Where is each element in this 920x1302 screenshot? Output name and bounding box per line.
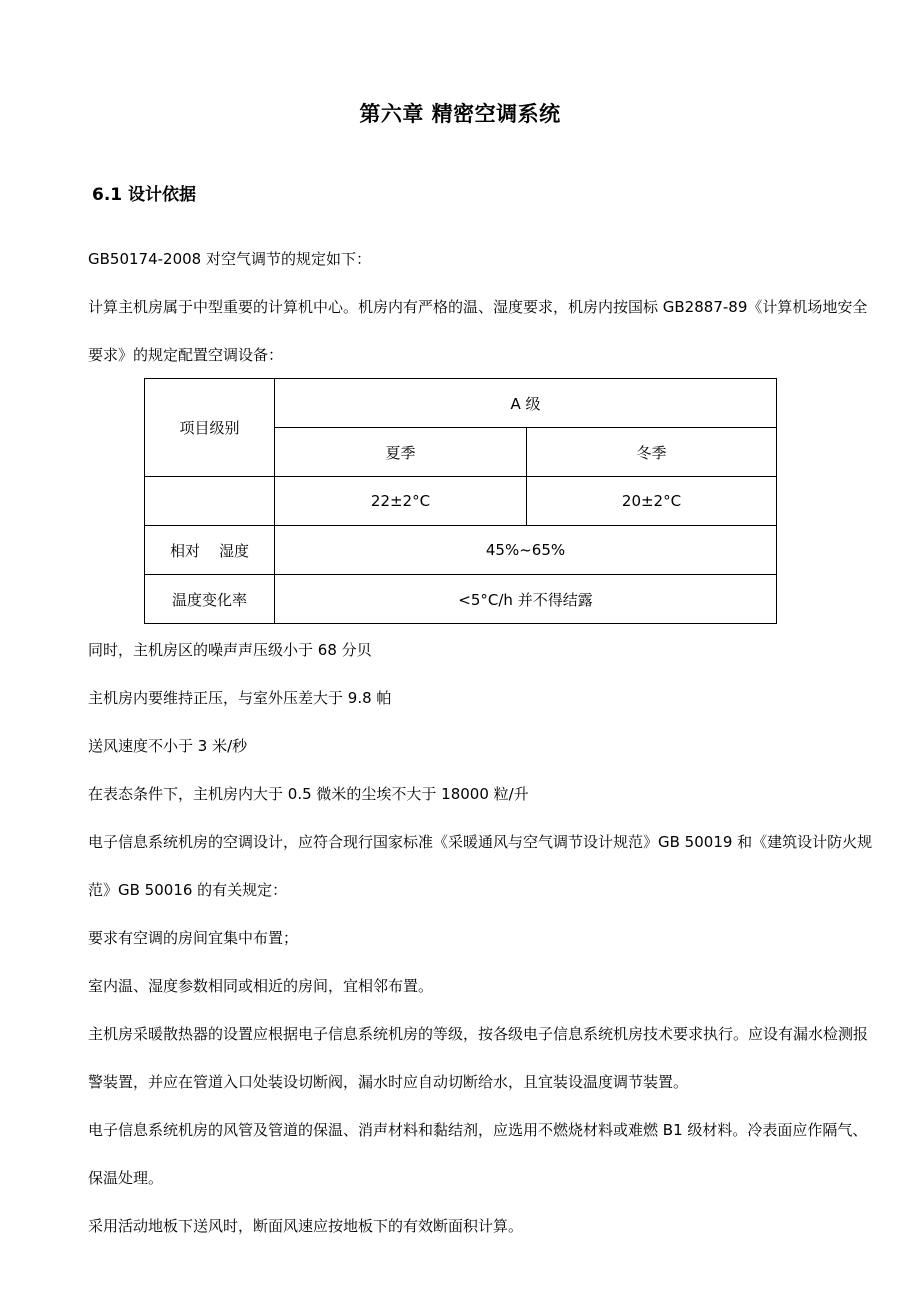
paragraph-air-speed: 送风速度不小于 3 米/秒 [88,737,248,755]
header-grade-cell: A 级 [275,379,777,428]
section-title: 6.1 设计依据 [92,185,197,205]
table-row [145,379,777,428]
table-row [145,526,777,575]
season-winter-cell: 冬季 [527,428,777,477]
environment-spec-table [144,378,777,624]
humidity-label-cell: 相对 湿度 [145,526,275,575]
paragraph-adjacent-layout: 室内温、湿度参数相同或相近的房间，宜相邻布置。 [88,977,434,995]
table-row [145,575,777,624]
paragraph-noise: 同时，主机房区的噪声声压级小于 68 分贝 [88,641,372,659]
paragraph-pressure: 主机房内要维持正压，与室外压差大于 9.8 帕 [88,689,392,707]
temp-summer-cell: 22±2°C [275,477,527,526]
temp-label-cell [145,477,275,526]
paragraph-design-standards: 电子信息系统机房的空调设计，应符合现行国家标准《采暖通风与空气调节设计规范》GB 50019 和《建筑设计防火规范》GB 50016 的有关规定： [88,833,873,899]
header-item-cell: 项目级别 [145,379,275,477]
paragraph-standard-intro: GB50174-2008 对空气调节的规定如下： [88,250,371,268]
paragraph-dust: 在表态条件下，主机房内大于 0.5 微米的尘埃不大于 18000 粒/升 [88,785,529,803]
rate-value-cell: <5°C/h 并不得结露 [275,575,777,624]
chapter-title: 第六章 精密空调系统 [359,102,561,126]
humidity-value-cell: 45%~65% [275,526,777,575]
paragraph-room-requirements: 计算主机房属于中型重要的计算机中心。机房内有严格的温、湿度要求，机房内按国标 GB2887-89《计算机场地安全要求》的规定配置空调设备： [88,298,868,364]
season-summer-cell: 夏季 [275,428,527,477]
paragraph-floor-supply: 采用活动地板下送风时，断面风速应按地板下的有效断面积计算。 [88,1217,524,1235]
paragraph-centralized-layout: 要求有空调的房间宜集中布置； [88,929,299,947]
paragraph-heating-leak: 主机房采暖散热器的设置应根据电子信息系统机房的等级，按各级电子信息系统机房技术要求执行。应设有漏水检测报警装置，并应在管道入口处装设切断阀，漏水时应自动切断给水，且宜装设温度调节装置。 [88,1025,869,1091]
temp-winter-cell: 20±2°C [527,477,777,526]
table-row [145,477,777,526]
rate-label-cell: 温度变化率 [145,575,275,624]
paragraph-insulation: 电子信息系统机房的风管及管道的保温、消声材料和黏结剂，应选用不燃烧材料或难燃 B1 级材料。冷表面应作隔气、保温处理。 [88,1121,868,1187]
